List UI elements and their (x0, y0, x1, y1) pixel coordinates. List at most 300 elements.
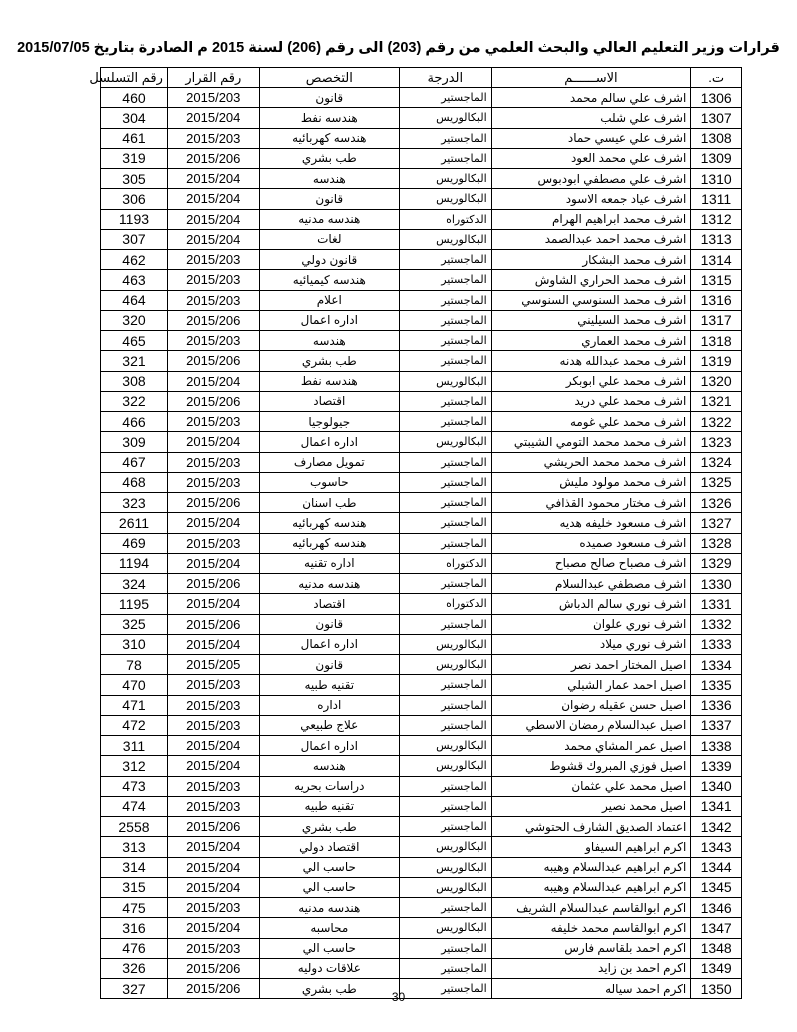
specialty-cell: هندسه كيميائيه (259, 270, 399, 290)
serial-number-cell: 470 (101, 675, 168, 695)
index-cell: 1333 (691, 634, 742, 654)
name-cell: اشرف محمد السنوسي السنوسي (491, 290, 691, 310)
serial-number-cell: 461 (101, 128, 168, 148)
specialty-cell: حاسوب (259, 472, 399, 492)
name-cell: اشرف محمد احمد عبدالصمد (491, 229, 691, 249)
decision-number-cell: 2015/204 (167, 513, 259, 533)
index-cell: 1325 (691, 472, 742, 492)
name-cell: اشرف علي شلب (491, 108, 691, 128)
name-cell: اكرم ابراهيم السيفاو (491, 837, 691, 857)
degree-cell: الماجستير (399, 938, 491, 958)
decision-number-cell: 2015/203 (167, 412, 259, 432)
decision-number-cell: 2015/203 (167, 533, 259, 553)
specialty-cell: حاسب الي (259, 938, 399, 958)
serial-number-cell: 463 (101, 270, 168, 290)
table-row (101, 412, 742, 432)
degree-cell: الماجستير (399, 148, 491, 168)
degree-cell: الماجستير (399, 472, 491, 492)
degree-cell: الدكتوراه (399, 594, 491, 614)
specialty-cell: علاج طبيعي (259, 715, 399, 735)
specialty-cell: هندسه (259, 331, 399, 351)
degree-cell: البكالوريس (399, 634, 491, 654)
specialty-cell: هندسه نفط (259, 371, 399, 391)
decisions-table (89, 67, 742, 999)
decision-number-cell: 2015/203 (167, 938, 259, 958)
table-row (101, 756, 742, 776)
serial-number-cell: 460 (101, 88, 168, 108)
index-cell: 1327 (691, 513, 742, 533)
table-row (101, 250, 742, 270)
serial-number-cell: 1194 (101, 553, 168, 573)
table-row (101, 736, 742, 756)
name-cell: اشرف محمد علي ابوبكر (491, 371, 691, 391)
specialty-cell: هندسه مدنيه (259, 574, 399, 594)
degree-cell: البكالوريس (399, 229, 491, 249)
degree-cell: البكالوريس (399, 108, 491, 128)
name-cell: اصيل عبدالسلام رمضان الاسطي (491, 715, 691, 735)
document-title: قرارات وزير التعليم العالي والبحث العلمي من رقم (203) الى رقم (206) لسنة 2015 م الصادرة بتاريخ 2015/07/05 (17, 40, 780, 56)
index-cell: 1331 (691, 594, 742, 614)
specialty-cell: طب بشري (259, 351, 399, 371)
name-cell: اكرم احمد بلقاسم فارس (491, 938, 691, 958)
index-cell: 1343 (691, 837, 742, 857)
name-cell: اكرم احمد سياله (491, 979, 691, 999)
specialty-cell: اداره اعمال (259, 634, 399, 654)
decision-number-cell: 2015/206 (167, 958, 259, 978)
name-cell: اشرف محمد العماري (491, 331, 691, 351)
table-row (101, 898, 742, 918)
degree-cell: الماجستير (399, 513, 491, 533)
column-header-specialty: التخصص (259, 68, 399, 88)
name-cell: اعتماد الصديق الشارف الحتوشي (491, 817, 691, 837)
specialty-cell: طب بشري (259, 979, 399, 999)
degree-cell: الماجستير (399, 533, 491, 553)
decision-number-cell: 2015/204 (167, 189, 259, 209)
table-row (101, 634, 742, 654)
serial-number-cell: 466 (101, 412, 168, 432)
table-row (101, 209, 742, 229)
table-row (101, 88, 742, 108)
degree-cell: الدكتوراه (399, 553, 491, 573)
degree-cell: الماجستير (399, 675, 491, 695)
table-row (101, 837, 742, 857)
index-cell: 1339 (691, 756, 742, 776)
degree-cell: الماجستير (399, 270, 491, 290)
specialty-cell: اقتصاد دولي (259, 837, 399, 857)
index-cell: 1323 (691, 432, 742, 452)
degree-cell: البكالوريس (399, 837, 491, 857)
specialty-cell: اعلام (259, 290, 399, 310)
degree-cell: الماجستير (399, 614, 491, 634)
degree-cell: الماجستير (399, 88, 491, 108)
table-row (101, 169, 742, 189)
table-row (101, 594, 742, 614)
serial-number-cell: 2611 (101, 513, 168, 533)
degree-cell: الماجستير (399, 958, 491, 978)
name-cell: اشرف علي مصطفي ابودبوس (491, 169, 691, 189)
decision-number-cell: 2015/204 (167, 736, 259, 756)
name-cell: اشرف محمد عبدالله هدنه (491, 351, 691, 371)
decision-number-cell: 2015/206 (167, 310, 259, 330)
serial-number-cell: 309 (101, 432, 168, 452)
table-row (101, 290, 742, 310)
table-row (101, 877, 742, 897)
serial-number-cell: 323 (101, 493, 168, 513)
degree-cell: البكالوريس (399, 857, 491, 877)
table-row (101, 614, 742, 634)
degree-cell: الماجستير (399, 898, 491, 918)
table-row (101, 472, 742, 492)
index-cell: 1313 (691, 229, 742, 249)
column-header-degree: الدرجة (399, 68, 491, 88)
table-row (101, 553, 742, 573)
decision-number-cell: 2015/204 (167, 553, 259, 573)
table-row (101, 331, 742, 351)
serial-number-cell: 327 (101, 979, 168, 999)
serial-number-cell: 78 (101, 655, 168, 675)
specialty-cell: قانون (259, 88, 399, 108)
serial-number-cell: 1195 (101, 594, 168, 614)
specialty-cell: هندسه مدنيه (259, 898, 399, 918)
specialty-cell: هندسه (259, 169, 399, 189)
index-cell: 1334 (691, 655, 742, 675)
index-cell: 1315 (691, 270, 742, 290)
decision-number-cell: 2015/206 (167, 391, 259, 411)
decision-number-cell: 2015/206 (167, 574, 259, 594)
serial-number-cell: 1193 (101, 209, 168, 229)
index-cell: 1340 (691, 776, 742, 796)
serial-number-cell: 472 (101, 715, 168, 735)
decision-number-cell: 2015/203 (167, 452, 259, 472)
name-cell: اشرف محمد الحراري الشاوش (491, 270, 691, 290)
name-cell: اكرم ابوالقاسم عبدالسلام الشريف (491, 898, 691, 918)
degree-cell: البكالوريس (399, 918, 491, 938)
decision-number-cell: 2015/205 (167, 655, 259, 675)
decision-number-cell: 2015/204 (167, 634, 259, 654)
decision-number-cell: 2015/204 (167, 229, 259, 249)
specialty-cell: اداره اعمال (259, 736, 399, 756)
name-cell: اصيل حسن عقيله رضوان (491, 695, 691, 715)
decision-number-cell: 2015/206 (167, 351, 259, 371)
degree-cell: الماجستير (399, 250, 491, 270)
specialty-cell: اقتصاد (259, 391, 399, 411)
degree-cell: الماجستير (399, 351, 491, 371)
name-cell: اشرف نوري ميلاد (491, 634, 691, 654)
degree-cell: الماجستير (399, 979, 491, 999)
index-cell: 1321 (691, 391, 742, 411)
serial-number-cell: 319 (101, 148, 168, 168)
serial-number-cell: 321 (101, 351, 168, 371)
serial-number-cell: 471 (101, 695, 168, 715)
table-row (101, 776, 742, 796)
degree-cell: البكالوريس (399, 371, 491, 391)
index-cell: 1310 (691, 169, 742, 189)
degree-cell: البكالوريس (399, 432, 491, 452)
decision-number-cell: 2015/204 (167, 169, 259, 189)
index-cell: 1344 (691, 857, 742, 877)
index-cell: 1312 (691, 209, 742, 229)
index-cell: 1330 (691, 574, 742, 594)
specialty-cell: طب بشري (259, 817, 399, 837)
degree-cell: الماجستير (399, 817, 491, 837)
decision-number-cell: 2015/206 (167, 817, 259, 837)
specialty-cell: قانون (259, 655, 399, 675)
decision-number-cell: 2015/203 (167, 128, 259, 148)
specialty-cell: حاسب الي (259, 857, 399, 877)
decision-number-cell: 2015/203 (167, 270, 259, 290)
degree-cell: الماجستير (399, 796, 491, 816)
name-cell: اصيل محمد علي عثمان (491, 776, 691, 796)
decision-number-cell: 2015/203 (167, 290, 259, 310)
index-cell: 1346 (691, 898, 742, 918)
decision-number-cell: 2015/203 (167, 88, 259, 108)
index-cell: 1320 (691, 371, 742, 391)
degree-cell: الماجستير (399, 452, 491, 472)
name-cell: اشرف محمد البشكار (491, 250, 691, 270)
name-cell: اشرف مسعود خليفه هديه (491, 513, 691, 533)
column-header-index: ت. (691, 68, 742, 88)
index-cell: 1341 (691, 796, 742, 816)
table-row (101, 148, 742, 168)
table-row (101, 493, 742, 513)
serial-number-cell: 322 (101, 391, 168, 411)
serial-number-cell: 312 (101, 756, 168, 776)
table-row (101, 958, 742, 978)
serial-number-cell: 475 (101, 898, 168, 918)
name-cell: اكرم ابوالقاسم محمد خليفه (491, 918, 691, 938)
decision-number-cell: 2015/204 (167, 209, 259, 229)
name-cell: اكرم ابراهيم عبدالسلام وهيبه (491, 877, 691, 897)
decision-number-cell: 2015/206 (167, 614, 259, 634)
table-row (101, 655, 742, 675)
index-cell: 1348 (691, 938, 742, 958)
table-row (101, 918, 742, 938)
decision-number-cell: 2015/203 (167, 898, 259, 918)
index-cell: 1329 (691, 553, 742, 573)
decision-number-cell: 2015/206 (167, 148, 259, 168)
index-cell: 1328 (691, 533, 742, 553)
decision-number-cell: 2015/203 (167, 472, 259, 492)
table-row (101, 715, 742, 735)
serial-number-cell: 468 (101, 472, 168, 492)
specialty-cell: هندسه كهربائيه (259, 513, 399, 533)
decision-number-cell: 2015/204 (167, 857, 259, 877)
serial-number-cell: 305 (101, 169, 168, 189)
name-cell: اشرف محمد علي غومه (491, 412, 691, 432)
column-header-serial: رقم التسلسل (101, 68, 168, 88)
serial-number-cell: 307 (101, 229, 168, 249)
decision-number-cell: 2015/203 (167, 695, 259, 715)
degree-cell: الماجستير (399, 310, 491, 330)
specialty-cell: طب بشري (259, 148, 399, 168)
serial-number-cell: 325 (101, 614, 168, 634)
name-cell: اشرف مصباح صالح مصباح (491, 553, 691, 573)
index-cell: 1342 (691, 817, 742, 837)
table-row (101, 270, 742, 290)
name-cell: اشرف نوري علوان (491, 614, 691, 634)
decision-number-cell: 2015/204 (167, 432, 259, 452)
decision-number-cell: 2015/204 (167, 756, 259, 776)
table-row (101, 229, 742, 249)
specialty-cell: قانون (259, 614, 399, 634)
name-cell: اصيل المختار احمد نصر (491, 655, 691, 675)
name-cell: اشرف مختار محمود القذافي (491, 493, 691, 513)
table-row (101, 452, 742, 472)
index-cell: 1337 (691, 715, 742, 735)
table-row (101, 351, 742, 371)
serial-number-cell: 465 (101, 331, 168, 351)
index-cell: 1324 (691, 452, 742, 472)
serial-number-cell: 476 (101, 938, 168, 958)
table-row (101, 371, 742, 391)
serial-number-cell: 326 (101, 958, 168, 978)
table-row (101, 938, 742, 958)
index-cell: 1308 (691, 128, 742, 148)
serial-number-cell: 314 (101, 857, 168, 877)
index-cell: 1318 (691, 331, 742, 351)
index-cell: 1347 (691, 918, 742, 938)
serial-number-cell: 467 (101, 452, 168, 472)
specialty-cell: طب اسنان (259, 493, 399, 513)
index-cell: 1335 (691, 675, 742, 695)
index-cell: 1332 (691, 614, 742, 634)
name-cell: اشرف نوري سالم الدباش (491, 594, 691, 614)
specialty-cell: لغات (259, 229, 399, 249)
specialty-cell: هندسه مدنيه (259, 209, 399, 229)
serial-number-cell: 462 (101, 250, 168, 270)
name-cell: اشرف محمد السيليني (491, 310, 691, 330)
decision-number-cell: 2015/203 (167, 776, 259, 796)
name-cell: اصيل عمر المشاي محمد (491, 736, 691, 756)
serial-number-cell: 316 (101, 918, 168, 938)
degree-cell: الماجستير (399, 128, 491, 148)
table-row (101, 432, 742, 452)
name-cell: اشرف محمد مولود مليش (491, 472, 691, 492)
table-row (101, 310, 742, 330)
name-cell: اشرف محمد محمد التومي الشيبتي (491, 432, 691, 452)
specialty-cell: تقنيه طبيه (259, 675, 399, 695)
serial-number-cell: 310 (101, 634, 168, 654)
decision-number-cell: 2015/204 (167, 371, 259, 391)
specialty-cell: اداره تقنيه (259, 553, 399, 573)
serial-number-cell: 473 (101, 776, 168, 796)
specialty-cell: حاسب الي (259, 877, 399, 897)
index-cell: 1314 (691, 250, 742, 270)
serial-number-cell: 320 (101, 310, 168, 330)
table-row (101, 513, 742, 533)
index-cell: 1307 (691, 108, 742, 128)
name-cell: اكرم ابراهيم عبدالسلام وهيبه (491, 857, 691, 877)
decision-number-cell: 2015/206 (167, 979, 259, 999)
serial-number-cell: 311 (101, 736, 168, 756)
serial-number-cell: 315 (101, 877, 168, 897)
serial-number-cell: 469 (101, 533, 168, 553)
decision-number-cell: 2015/203 (167, 250, 259, 270)
specialty-cell: هندسه كهربائيه (259, 128, 399, 148)
table-row (101, 128, 742, 148)
specialty-cell: دراسات بحريه (259, 776, 399, 796)
decision-number-cell: 2015/203 (167, 331, 259, 351)
index-cell: 1338 (691, 736, 742, 756)
table-row (101, 391, 742, 411)
decision-number-cell: 2015/206 (167, 493, 259, 513)
index-cell: 1349 (691, 958, 742, 978)
specialty-cell: محاسبه (259, 918, 399, 938)
table-header-row (101, 68, 742, 88)
degree-cell: الماجستير (399, 776, 491, 796)
degree-cell: الماجستير (399, 715, 491, 735)
degree-cell: الماجستير (399, 391, 491, 411)
index-cell: 1306 (691, 88, 742, 108)
serial-number-cell: 304 (101, 108, 168, 128)
specialty-cell: جيولوجيا (259, 412, 399, 432)
specialty-cell: علاقات دوليه (259, 958, 399, 978)
specialty-cell: هندسه نفط (259, 108, 399, 128)
decision-number-cell: 2015/204 (167, 877, 259, 897)
table-row (101, 189, 742, 209)
serial-number-cell: 464 (101, 290, 168, 310)
name-cell: اشرف مسعود صميده (491, 533, 691, 553)
table-row (101, 857, 742, 877)
name-cell: اشرف علي عيسي حماد (491, 128, 691, 148)
table-row (101, 574, 742, 594)
degree-cell: الماجستير (399, 290, 491, 310)
degree-cell: البكالوريس (399, 169, 491, 189)
degree-cell: البكالوريس (399, 736, 491, 756)
degree-cell: الدكتوراه (399, 209, 491, 229)
index-cell: 1350 (691, 979, 742, 999)
index-cell: 1322 (691, 412, 742, 432)
specialty-cell: اداره اعمال (259, 310, 399, 330)
name-cell: اشرف محمد ابراهيم الهرام (491, 209, 691, 229)
index-cell: 1326 (691, 493, 742, 513)
degree-cell: البكالوريس (399, 189, 491, 209)
serial-number-cell: 2558 (101, 817, 168, 837)
specialty-cell: هندسه (259, 756, 399, 776)
degree-cell: الماجستير (399, 412, 491, 432)
serial-number-cell: 313 (101, 837, 168, 857)
decision-number-cell: 2015/204 (167, 594, 259, 614)
specialty-cell: قانون دولي (259, 250, 399, 270)
table-row (101, 533, 742, 553)
page-number: 30 (391, 990, 406, 1004)
index-cell: 1345 (691, 877, 742, 897)
table-row (101, 108, 742, 128)
table-row (101, 695, 742, 715)
decision-number-cell: 2015/204 (167, 108, 259, 128)
name-cell: اصيل محمد نصير (491, 796, 691, 816)
degree-cell: الماجستير (399, 574, 491, 594)
name-cell: اصيل احمد عمار الشبلي (491, 675, 691, 695)
specialty-cell: قانون (259, 189, 399, 209)
column-header-decision: رقم القرار (167, 68, 259, 88)
index-cell: 1309 (691, 148, 742, 168)
index-cell: 1319 (691, 351, 742, 371)
degree-cell: البكالوريس (399, 756, 491, 776)
name-cell: اشرف محمد علي دريد (491, 391, 691, 411)
column-header-name: الاســــــم (491, 68, 691, 88)
table-row (101, 817, 742, 837)
decision-number-cell: 2015/203 (167, 796, 259, 816)
specialty-cell: اداره (259, 695, 399, 715)
degree-cell: الماجستير (399, 493, 491, 513)
name-cell: اشرف محمد محمد الحريشي (491, 452, 691, 472)
table-body (101, 88, 742, 999)
specialty-cell: اقتصاد (259, 594, 399, 614)
decision-number-cell: 2015/204 (167, 918, 259, 938)
specialty-cell: هندسه كهربائيه (259, 533, 399, 553)
decision-number-cell: 2015/204 (167, 837, 259, 857)
